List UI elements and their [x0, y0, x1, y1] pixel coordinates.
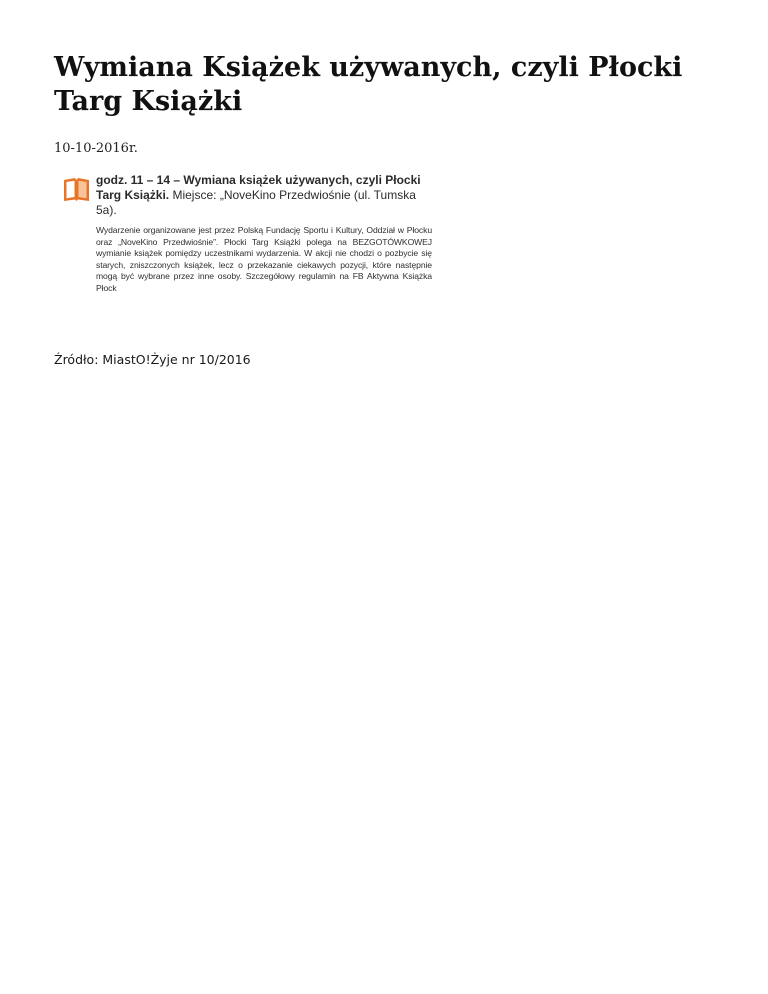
- article-title: Wymiana Książek używanych, czyli Płocki Targ Książki: [54, 52, 683, 117]
- clipping-heading-rest: Miejsce: „NoveKino Przedwiośnie (ul. Tumska 5a).: [96, 188, 416, 217]
- clipping-heading-bold: godz. 11 – 14 – Wymiana książek używanych, czyli Płocki Targ Książki.: [96, 173, 421, 202]
- article-source: Źródło: MiastO!Żyje nr 10/2016: [54, 352, 251, 367]
- open-book-icon: [63, 175, 90, 202]
- newspaper-clipping: [63, 171, 433, 301]
- clipping-heading: [96, 173, 432, 218]
- article-date: 10-10-2016r.: [54, 141, 138, 156]
- clipping-body: Wydarzenie organizowane jest przez Polską Fundację Sportu i Kultury, Oddział w Płocku oraz „NoveKino Przedwiośnie”. Płocki Targ Książki polega na BEZGOTÓWKOWEJ wymianie książek pomiędzy uczestnikami wydarzenia. W akcji nie chodzi o pozbycie się starych, zniszczonych książek, lecz o przekazanie ciekawych pozycji, które następnie mogą być wybrane przez inne osoby. Szczegółowy regulamin na FB Aktywna Książka Płock: [96, 225, 432, 293]
